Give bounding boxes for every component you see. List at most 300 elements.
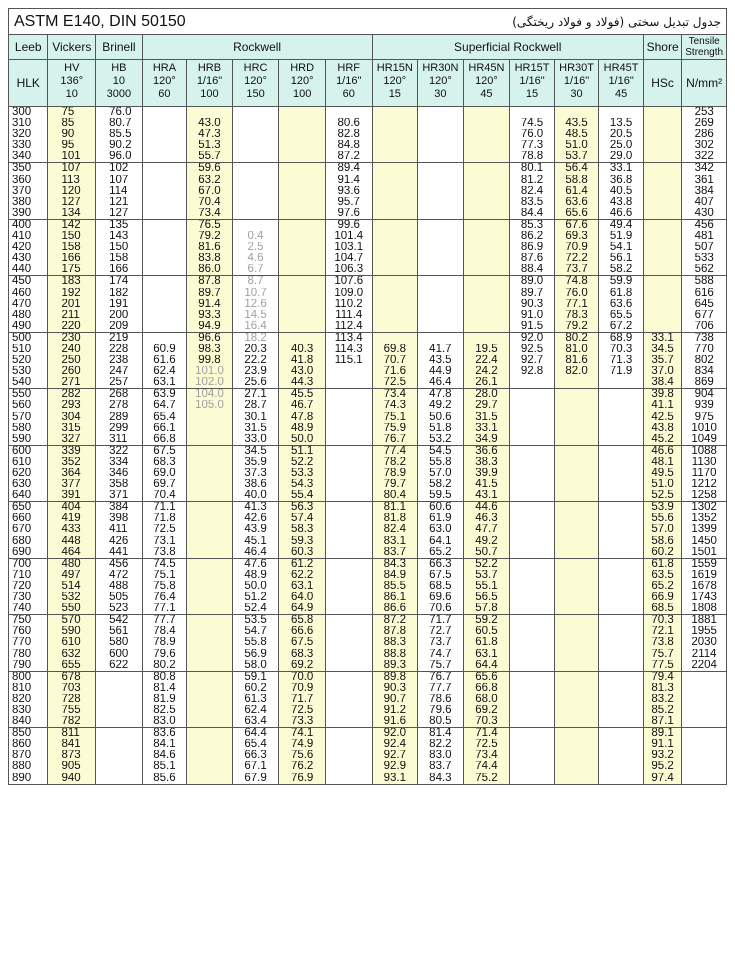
cell-hrc: 37.3 <box>232 468 279 479</box>
cell-hrd: 53.3 <box>279 468 326 479</box>
cell-hsc: 52.5 <box>643 490 681 502</box>
cell-hv: 940 <box>48 773 96 785</box>
cell-hb: 426 <box>96 536 143 547</box>
cell-hrf <box>325 513 372 524</box>
table-row <box>9 694 727 705</box>
cell-hb: 143 <box>96 231 143 242</box>
table-body <box>9 107 727 785</box>
cell-hb: 346 <box>96 468 143 479</box>
cell-hr30t <box>554 705 599 716</box>
table-row <box>9 118 727 129</box>
cell-hsc: 85.2 <box>643 705 681 716</box>
cell-hr30n <box>418 197 464 208</box>
header-leeb: Leeb <box>9 35 48 60</box>
cell-tensile-unit: 286 <box>682 129 727 140</box>
cell-hr45t: 43.8 <box>599 197 644 208</box>
cell-hv: 211 <box>48 310 96 321</box>
cell-hr45n: 50.7 <box>463 547 510 559</box>
cell-hlk: 620 <box>9 468 48 479</box>
cell-hrc: 22.2 <box>232 355 279 366</box>
cell-hrd: 52.2 <box>279 457 326 468</box>
cell-hlk: 600 <box>9 445 48 457</box>
cell-hr15n <box>372 208 418 220</box>
cell-hrf <box>325 773 372 785</box>
cell-hrd: 73.3 <box>279 716 326 728</box>
cell-hb: 622 <box>96 660 143 672</box>
cell-hrf: 113.4 <box>325 332 372 344</box>
cell-hv: 570 <box>48 615 96 627</box>
cell-hrb: 99.8 <box>187 355 233 366</box>
cell-hr45t <box>599 457 644 468</box>
cell-hr30t <box>554 671 599 683</box>
cell-hr15t <box>510 626 555 637</box>
cell-hrc: 18.2 <box>232 332 279 344</box>
cell-hr15t <box>510 490 555 502</box>
cell-hr30t <box>554 649 599 660</box>
cell-hv: 230 <box>48 332 96 344</box>
cell-hr30t: 65.6 <box>554 208 599 220</box>
cell-hr45n: 46.3 <box>463 513 510 524</box>
cell-hr15t <box>510 502 555 514</box>
scale-header-line: HRD <box>290 62 315 74</box>
cell-hra <box>142 276 187 288</box>
cell-hb <box>96 750 143 761</box>
cell-hr15n: 75.9 <box>372 423 418 434</box>
cell-hrc: 10.7 <box>232 288 279 299</box>
cell-hlk: 460 <box>9 288 48 299</box>
cell-hrb <box>187 615 233 627</box>
table-row <box>9 615 727 627</box>
cell-hb: 135 <box>96 219 143 231</box>
cell-hrc: 58.0 <box>232 660 279 672</box>
cell-hr30n <box>418 231 464 242</box>
cell-hrb <box>187 649 233 660</box>
cell-hr15n: 70.7 <box>372 355 418 366</box>
cell-hsc <box>643 288 681 299</box>
cell-hlk: 610 <box>9 457 48 468</box>
cell-hr30t <box>554 536 599 547</box>
cell-hb: 76.0 <box>96 107 143 119</box>
cell-hr30t: 73.7 <box>554 264 599 276</box>
cell-hrb: 83.8 <box>187 253 233 264</box>
cell-hv: 433 <box>48 524 96 535</box>
cell-hsc <box>643 208 681 220</box>
cell-hsc: 65.2 <box>643 581 681 592</box>
cell-hlk: 790 <box>9 660 48 672</box>
scale-header-line: 100 <box>292 88 312 100</box>
cell-hra <box>142 253 187 264</box>
cell-hr45n: 47.7 <box>463 524 510 535</box>
cell-hr15n: 83.7 <box>372 547 418 559</box>
header-superficial-rockwell: Superficial Rockwell <box>372 35 643 60</box>
cell-tensile-unit: 407 <box>682 197 727 208</box>
cell-hra <box>142 299 187 310</box>
cell-hr30t <box>554 389 599 401</box>
cell-hr30n: 80.5 <box>418 716 464 728</box>
table-row <box>9 366 727 377</box>
cell-hr45t <box>599 536 644 547</box>
cell-hr15n <box>372 151 418 163</box>
cell-hlk: 310 <box>9 118 48 129</box>
cell-hb: 166 <box>96 264 143 276</box>
scale-header-line: 15 <box>525 88 539 100</box>
scale-header-line: 120° <box>153 75 176 87</box>
cell-hv: 550 <box>48 603 96 615</box>
cell-hb: 174 <box>96 276 143 288</box>
cell-hrd: 74.1 <box>279 728 326 740</box>
cell-hr30n: 67.5 <box>418 570 464 581</box>
cell-hr15n: 85.5 <box>372 581 418 592</box>
cell-hrd <box>279 197 326 208</box>
cell-tensile-unit: 456 <box>682 219 727 231</box>
cell-hr45n <box>463 163 510 175</box>
cell-hlk: 700 <box>9 558 48 570</box>
cell-tensile-unit: 1352 <box>682 513 727 524</box>
cell-hb: 561 <box>96 626 143 637</box>
scale-header-line: HB <box>111 62 127 74</box>
cell-hrc: 28.7 <box>232 400 279 411</box>
cell-hr45t: 33.1 <box>599 163 644 175</box>
cell-hrd: 65.8 <box>279 615 326 627</box>
cell-hb: 127 <box>96 208 143 220</box>
cell-hr15n: 89.8 <box>372 671 418 683</box>
cell-hr15n <box>372 332 418 344</box>
cell-hrd <box>279 107 326 119</box>
cell-hrb <box>187 107 233 119</box>
cell-hrd <box>279 310 326 321</box>
cell-tensile-unit: 677 <box>682 310 727 321</box>
table-row <box>9 140 727 151</box>
cell-hr15n: 93.1 <box>372 773 418 785</box>
cell-hr15n: 79.7 <box>372 479 418 490</box>
scale-header-line: HSc <box>651 75 674 90</box>
cell-hr30t <box>554 412 599 423</box>
cell-hr15t <box>510 377 555 389</box>
cell-hr30n: 63.0 <box>418 524 464 535</box>
cell-hr30t: 69.3 <box>554 231 599 242</box>
cell-hb: 322 <box>96 445 143 457</box>
cell-hr45t <box>599 761 644 772</box>
cell-hr15t <box>510 671 555 683</box>
cell-hrf <box>325 445 372 457</box>
cell-hr30n: 79.6 <box>418 705 464 716</box>
cell-hr15t: 92.0 <box>510 332 555 344</box>
cell-hsc: 53.9 <box>643 502 681 514</box>
cell-hrc: 33.0 <box>232 434 279 446</box>
cell-hsc: 39.8 <box>643 389 681 401</box>
cell-hrb <box>187 423 233 434</box>
cell-tensile-unit: 507 <box>682 242 727 253</box>
cell-tensile-unit: 2114 <box>682 649 727 660</box>
cell-hrd: 58.3 <box>279 524 326 535</box>
cell-hr30t <box>554 377 599 389</box>
cell-hr45n: 31.5 <box>463 412 510 423</box>
hardness-conversion-table <box>8 34 727 785</box>
cell-hrd <box>279 186 326 197</box>
cell-tensile-unit <box>682 705 727 716</box>
cell-hrf <box>325 377 372 389</box>
cell-hsc: 72.1 <box>643 626 681 637</box>
table-row <box>9 479 727 490</box>
cell-hra: 84.6 <box>142 750 187 761</box>
cell-hrb: 79.2 <box>187 231 233 242</box>
cell-hr15n <box>372 197 418 208</box>
scale-header-line: 45 <box>480 88 493 100</box>
cell-hr45t <box>599 400 644 411</box>
cell-tensile-unit: 706 <box>682 321 727 333</box>
cell-hv: 339 <box>48 445 96 457</box>
cell-hrc: 67.9 <box>232 773 279 785</box>
cell-hrc: 54.7 <box>232 626 279 637</box>
cell-hr30n: 73.7 <box>418 637 464 648</box>
cell-hr30t <box>554 423 599 434</box>
cell-hb: 191 <box>96 299 143 310</box>
cell-tensile-unit: 939 <box>682 400 727 411</box>
cell-hr15n <box>372 288 418 299</box>
cell-hv: 95 <box>48 140 96 151</box>
cell-hrd: 69.2 <box>279 660 326 672</box>
cell-hr30n <box>418 186 464 197</box>
cell-hr45t: 54.1 <box>599 242 644 253</box>
cell-hsc: 37.0 <box>643 366 681 377</box>
cell-hr30t <box>554 683 599 694</box>
cell-hr30n <box>418 276 464 288</box>
cell-hrd: 54.3 <box>279 479 326 490</box>
cell-hr15n <box>372 186 418 197</box>
cell-hrb <box>187 705 233 716</box>
cell-hrf <box>325 457 372 468</box>
cell-hlk: 480 <box>9 310 48 321</box>
cell-hrd: 51.1 <box>279 445 326 457</box>
cell-tensile-unit <box>682 716 727 728</box>
cell-hrf <box>325 412 372 423</box>
cell-hrc: 30.1 <box>232 412 279 423</box>
cell-hrb: 86.0 <box>187 264 233 276</box>
cell-hsc: 87.1 <box>643 716 681 728</box>
cell-hlk: 450 <box>9 276 48 288</box>
table-row <box>9 637 727 648</box>
table-row <box>9 603 727 615</box>
cell-hb: 334 <box>96 457 143 468</box>
cell-hr30n: 51.8 <box>418 423 464 434</box>
cell-hr45n: 73.4 <box>463 750 510 761</box>
cell-hr45n: 63.1 <box>463 649 510 660</box>
cell-hrd: 63.1 <box>279 581 326 592</box>
cell-tensile-unit: 1212 <box>682 479 727 490</box>
cell-hv: 240 <box>48 344 96 355</box>
cell-hr45t <box>599 513 644 524</box>
cell-hsc: 83.2 <box>643 694 681 705</box>
cell-hr45n <box>463 197 510 208</box>
cell-hr30n: 55.8 <box>418 457 464 468</box>
scale-header-hrf <box>325 60 372 107</box>
cell-hr15t <box>510 434 555 446</box>
cell-hr45n: 24.2 <box>463 366 510 377</box>
cell-hb: 96.0 <box>96 151 143 163</box>
cell-hr15n <box>372 231 418 242</box>
cell-hrd: 64.0 <box>279 592 326 603</box>
table-row <box>9 490 727 502</box>
cell-hrf: 95.7 <box>325 197 372 208</box>
cell-hr15t: 83.5 <box>510 197 555 208</box>
cell-hr30n: 57.0 <box>418 468 464 479</box>
cell-hv: 728 <box>48 694 96 705</box>
cell-hrd: 48.9 <box>279 423 326 434</box>
cell-hra: 72.5 <box>142 524 187 535</box>
cell-hr15t: 86.9 <box>510 242 555 253</box>
scale-header-line: HR15T <box>514 62 550 74</box>
cell-hrb <box>187 750 233 761</box>
cell-hra: 69.7 <box>142 479 187 490</box>
cell-hrf <box>325 761 372 772</box>
cell-tensile-unit: 588 <box>682 276 727 288</box>
cell-hv: 90 <box>48 129 96 140</box>
cell-hlk: 490 <box>9 321 48 333</box>
scale-header-hrd <box>279 60 326 107</box>
cell-hrd: 71.7 <box>279 694 326 705</box>
cell-hsc <box>643 276 681 288</box>
cell-hra <box>142 186 187 197</box>
scale-header-line: 120° <box>383 75 407 87</box>
scale-header-hb <box>96 60 143 107</box>
cell-tensile-unit: 1130 <box>682 457 727 468</box>
cell-hr45n <box>463 129 510 140</box>
cell-hr30n: 83.0 <box>418 750 464 761</box>
cell-hrb <box>187 671 233 683</box>
cell-hrb: 93.3 <box>187 310 233 321</box>
cell-hrb: 81.6 <box>187 242 233 253</box>
cell-hv: 158 <box>48 242 96 253</box>
cell-hrc: 34.5 <box>232 445 279 457</box>
cell-hr45t <box>599 705 644 716</box>
cell-hrc: 42.6 <box>232 513 279 524</box>
cell-hr30n <box>418 118 464 129</box>
cell-hb <box>96 705 143 716</box>
table-row <box>9 332 727 344</box>
cell-hsc: 51.0 <box>643 479 681 490</box>
cell-hrf: 112.4 <box>325 321 372 333</box>
cell-hr45t <box>599 107 644 119</box>
cell-hv: 271 <box>48 377 96 389</box>
cell-hr45t <box>599 728 644 740</box>
cell-hrc: 46.4 <box>232 547 279 559</box>
cell-hrc: 62.4 <box>232 705 279 716</box>
cell-hr15n: 92.9 <box>372 761 418 772</box>
cell-hr30n: 46.4 <box>418 377 464 389</box>
cell-hr30n: 72.7 <box>418 626 464 637</box>
cell-hr45n: 41.5 <box>463 479 510 490</box>
cell-hr45n: 49.2 <box>463 536 510 547</box>
cell-hsc: 57.0 <box>643 524 681 535</box>
hardness-conversion-sheet <box>8 8 727 785</box>
cell-hb: 358 <box>96 479 143 490</box>
cell-tensile-unit <box>682 728 727 740</box>
cell-tensile-unit: 2204 <box>682 660 727 672</box>
cell-hr30t: 77.1 <box>554 299 599 310</box>
cell-hsc <box>643 129 681 140</box>
cell-hlk: 870 <box>9 750 48 761</box>
cell-hr15t: 87.6 <box>510 253 555 264</box>
cell-hra <box>142 140 187 151</box>
cell-hr15n <box>372 253 418 264</box>
cell-hr15t <box>510 513 555 524</box>
cell-hr30n: 77.7 <box>418 683 464 694</box>
cell-hv: 220 <box>48 321 96 333</box>
scale-header-line: 30 <box>434 88 447 100</box>
cell-hrc: 0.4 <box>232 231 279 242</box>
cell-hrf <box>325 671 372 683</box>
cell-tensile-unit: 834 <box>682 366 727 377</box>
cell-hlk: 440 <box>9 264 48 276</box>
cell-hsc <box>643 186 681 197</box>
cell-hr15n: 83.1 <box>372 536 418 547</box>
cell-hr45n <box>463 332 510 344</box>
cell-hra: 67.5 <box>142 445 187 457</box>
cell-hr45n <box>463 299 510 310</box>
cell-hrd <box>279 208 326 220</box>
cell-hb: 80.7 <box>96 118 143 129</box>
cell-hr15n: 92.4 <box>372 739 418 750</box>
cell-hsc: 73.8 <box>643 637 681 648</box>
scale-header-line: 1/16" <box>563 75 590 87</box>
cell-hr30n <box>418 310 464 321</box>
cell-hr15t: 91.0 <box>510 310 555 321</box>
cell-hr15n: 81.1 <box>372 502 418 514</box>
cell-hra: 64.7 <box>142 400 187 411</box>
cell-hlk: 380 <box>9 197 48 208</box>
cell-hrf: 87.2 <box>325 151 372 163</box>
scale-header-line: HR30T <box>559 62 594 74</box>
cell-hra <box>142 208 187 220</box>
scale-header-hrc <box>232 60 279 107</box>
cell-hlk: 470 <box>9 299 48 310</box>
cell-hr30t: 80.2 <box>554 332 599 344</box>
cell-hr30n <box>418 242 464 253</box>
cell-hr15t <box>510 412 555 423</box>
scale-header-line: 136° <box>60 75 84 87</box>
cell-hrb: 51.3 <box>187 140 233 151</box>
cell-hrc: 23.9 <box>232 366 279 377</box>
cell-hb: 523 <box>96 603 143 615</box>
cell-hlk: 340 <box>9 151 48 163</box>
table-row <box>9 400 727 411</box>
scale-header-line: HR45N <box>468 62 505 74</box>
cell-hrc: 50.0 <box>232 581 279 592</box>
cell-hr30n <box>418 264 464 276</box>
cell-hrb: 104.0 <box>187 389 233 401</box>
cell-hrd: 56.3 <box>279 502 326 514</box>
table-row <box>9 513 727 524</box>
cell-hrc: 52.4 <box>232 603 279 615</box>
cell-hrc: 59.1 <box>232 671 279 683</box>
cell-hlk: 650 <box>9 502 48 514</box>
cell-hlk: 750 <box>9 615 48 627</box>
cell-hra: 71.1 <box>142 502 187 514</box>
cell-hrc <box>232 186 279 197</box>
cell-hb: 289 <box>96 412 143 423</box>
table-row <box>9 524 727 535</box>
cell-hr30n: 83.7 <box>418 761 464 772</box>
cell-hra: 77.7 <box>142 615 187 627</box>
cell-hr30t <box>554 445 599 457</box>
cell-hr15n: 69.8 <box>372 344 418 355</box>
cell-hra: 68.3 <box>142 457 187 468</box>
cell-hr30n: 84.3 <box>418 773 464 785</box>
cell-hrc <box>232 219 279 231</box>
cell-tensile-unit: 562 <box>682 264 727 276</box>
cell-hrc: 40.0 <box>232 490 279 502</box>
cell-hr45t: 61.8 <box>599 288 644 299</box>
